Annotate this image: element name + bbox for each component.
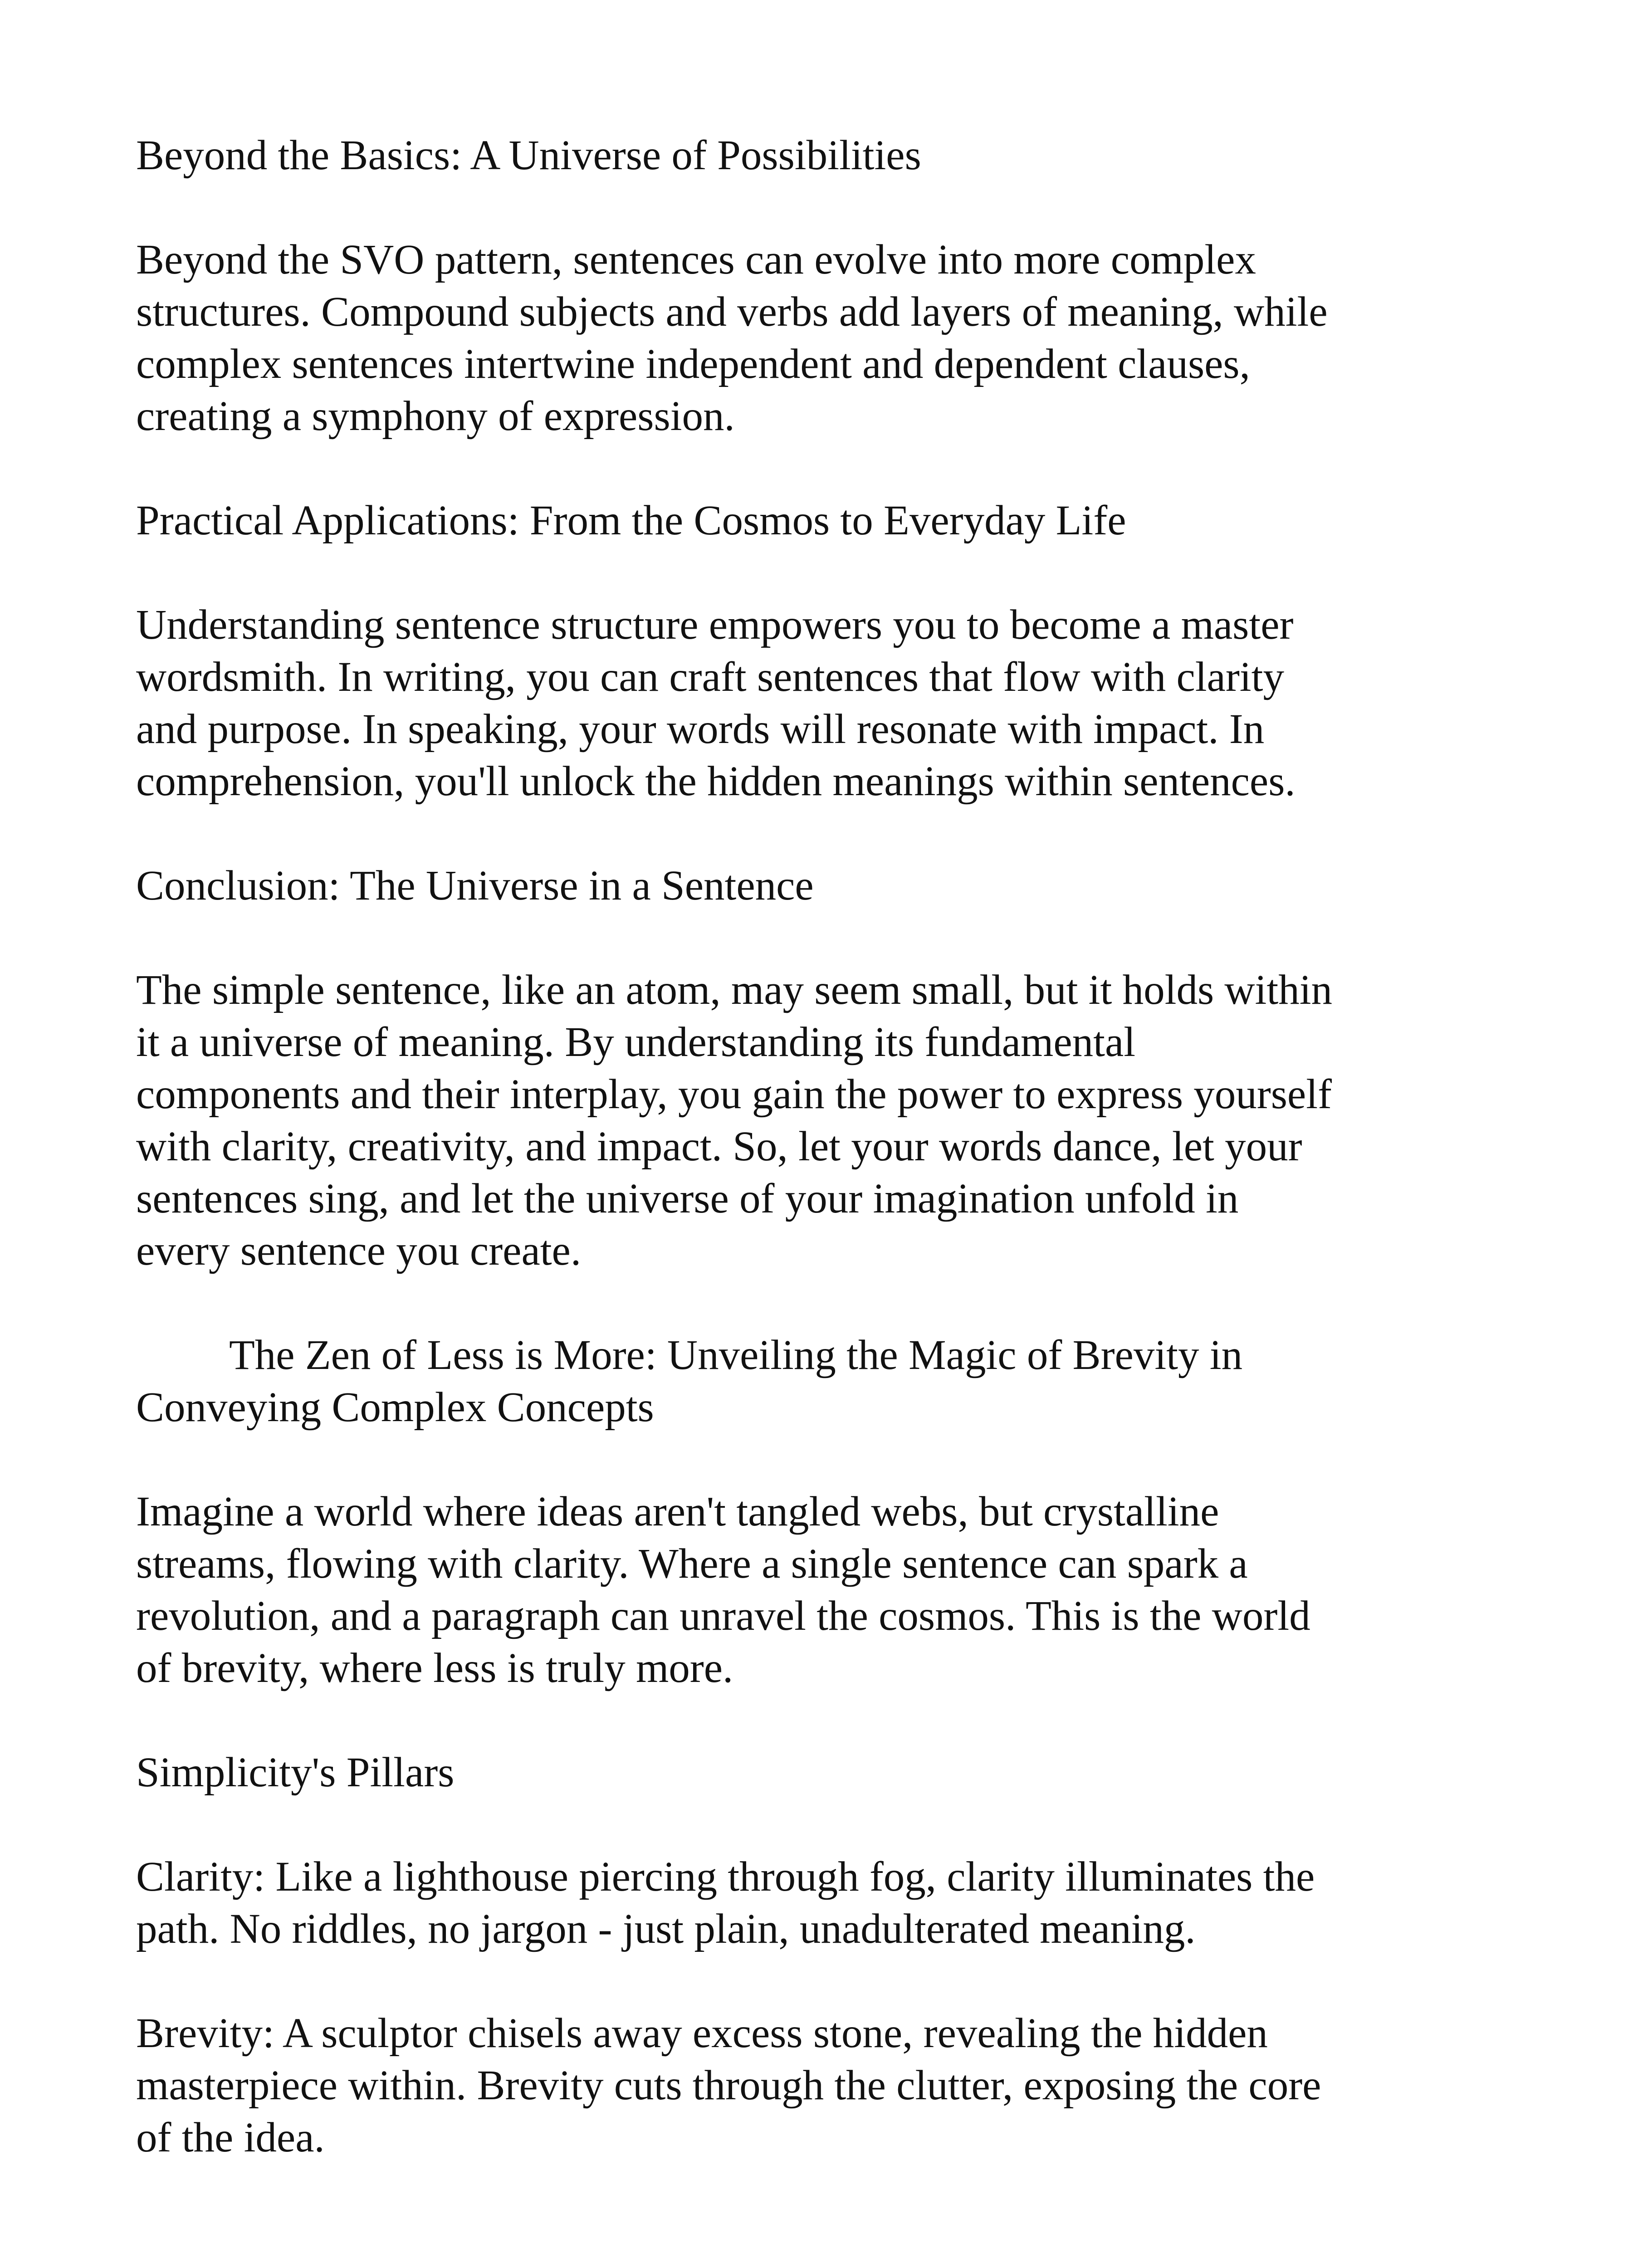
chapter-heading-zen-of-less xyxy=(136,1329,1474,1433)
text-line: streams, flowing with clarity. Where a single sentence can spark a xyxy=(136,1540,1248,1587)
text-line: Imagine a world where ideas aren't tangled webs, but crystalline xyxy=(136,1488,1219,1535)
text-line: path. No riddles, no jargon - just plain, unadulterated meaning. xyxy=(136,1906,1196,1952)
text-line: of the idea. xyxy=(136,2114,325,2161)
text-line: creating a symphony of expression. xyxy=(136,393,735,440)
text-line: Clarity: Like a lighthouse piercing through fog, clarity illuminates the xyxy=(136,1853,1315,1900)
paragraph-brevity xyxy=(136,2007,1474,2164)
text-line: Beyond the SVO pattern, sentences can evolve into more complex xyxy=(136,236,1256,283)
text-line: it a universe of meaning. By understanding its fundamental xyxy=(136,1019,1136,1066)
text-line: Practical Applications: From the Cosmos to Everyday Life xyxy=(136,497,1126,544)
section-heading-beyond-basics xyxy=(136,129,1474,181)
text-line: and purpose. In speaking, your words will resonate with impact. In xyxy=(136,706,1265,753)
paragraph-simple-sentence xyxy=(136,964,1474,1277)
text-line: components and their interplay, you gain the power to express yourself xyxy=(136,1071,1332,1118)
text-line: structures. Compound subjects and verbs add layers of meaning, while xyxy=(136,288,1328,335)
text-line: of brevity, where less is truly more. xyxy=(136,1645,733,1691)
text-line: with clarity, creativity, and impact. So, let your words dance, let your xyxy=(136,1123,1302,1170)
text-line: The simple sentence, like an atom, may seem small, but it holds within xyxy=(136,967,1333,1013)
section-heading-practical-applications xyxy=(136,494,1474,547)
text-line: Understanding sentence structure empowers you to become a master xyxy=(136,601,1294,648)
section-heading-simplicity-pillars xyxy=(136,1746,1474,1799)
paragraph-understanding-structure xyxy=(136,599,1474,807)
section-heading-conclusion xyxy=(136,860,1474,912)
text-line: wordsmith. In writing, you can craft sentences that flow with clarity xyxy=(136,654,1284,700)
text-line: The Zen of Less is More: Unveiling the Magic of Brevity in xyxy=(229,1332,1243,1378)
text-line: every sentence you create. xyxy=(136,1227,582,1274)
text-line: masterpiece within. Brevity cuts through the clutter, exposing the core xyxy=(136,2062,1321,2109)
page-body xyxy=(136,129,1474,2216)
text-line: Conveying Complex Concepts xyxy=(136,1384,654,1431)
paragraph-svo-pattern xyxy=(136,234,1474,442)
text-line: Beyond the Basics: A Universe of Possibilities xyxy=(136,132,921,179)
text-line: Simplicity's Pillars xyxy=(136,1749,455,1796)
text-line: revolution, and a paragraph can unravel the cosmos. This is the world xyxy=(136,1593,1310,1639)
text-line: complex sentences intertwine independent and dependent clauses, xyxy=(136,341,1250,387)
paragraph-clarity xyxy=(136,1851,1474,1955)
text-line: sentences sing, and let the universe of your imagination unfold in xyxy=(136,1175,1239,1222)
text-line: comprehension, you'll unlock the hidden meanings within sentences. xyxy=(136,758,1296,805)
text-line: Brevity: A sculptor chisels away excess stone, revealing the hidden xyxy=(136,2010,1268,2057)
text-line: Conclusion: The Universe in a Sentence xyxy=(136,862,814,909)
paragraph-imagine-world xyxy=(136,1486,1474,1694)
